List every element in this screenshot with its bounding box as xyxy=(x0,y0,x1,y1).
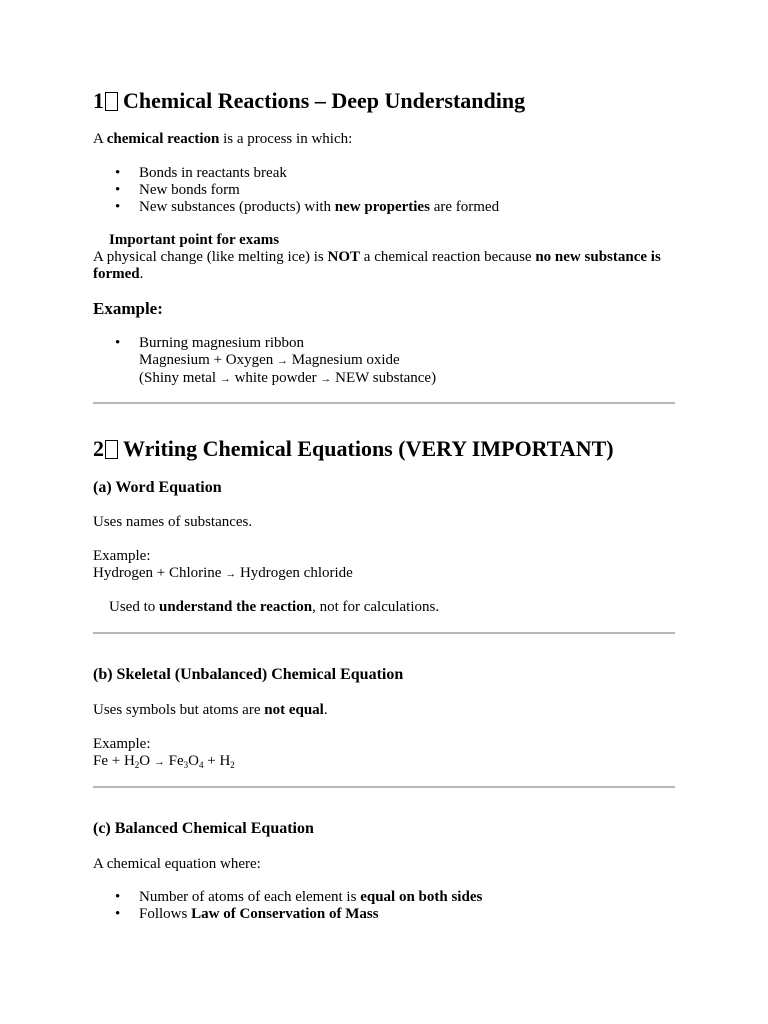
skeletal-equation-example: Example: $Fe + H_2O \to Fe_3O_4 + H_2$ xyxy=(93,736,235,770)
skeletal-equation-desc: Uses symbols but atoms are not equal. xyxy=(93,702,328,718)
section-2-number: 2 xyxy=(93,436,104,461)
word-equation-heading: (a) Word Equation xyxy=(93,479,222,496)
divider xyxy=(93,786,675,788)
arrow-icon: → xyxy=(225,568,237,580)
divider xyxy=(93,632,675,634)
word-equation-note: Used to understand the reaction, not for calculations. xyxy=(109,599,440,615)
section-1-title: Chemical Reactions – Deep Understanding xyxy=(123,88,526,113)
section-2-title: Writing Chemical Equations (VERY IMPORTANT) xyxy=(123,436,614,461)
list-item: • New substances (products) with new properties are formed xyxy=(93,199,499,216)
iron-water-equation: $Fe + H_2O \to Fe_3O_4 + H_2$ xyxy=(93,753,235,770)
list-item: • Follows Law of Conservation of Mass xyxy=(93,906,482,923)
section-2-heading xyxy=(93,436,614,462)
list-item: • Number of atoms of each element is equal on both sides xyxy=(93,889,482,906)
missing-glyph-icon xyxy=(105,92,118,111)
chemical-reaction-term: chemical reaction xyxy=(106,131,220,147)
change-description: (Shiny metal → white powder → NEW substance) xyxy=(139,370,437,386)
example-heading: Example: xyxy=(93,299,163,318)
missing-glyph-icon xyxy=(105,440,118,459)
divider xyxy=(93,402,675,404)
arrow-icon: → xyxy=(277,355,289,367)
arrow-icon: → xyxy=(153,756,165,768)
list-item: • Burning magnesium ribbon Magnesium + Oxygen → Magnesium oxide (Shiny metal → white powder → NEW substance) xyxy=(93,335,436,388)
balanced-equation-desc: A chemical equation where: xyxy=(93,856,261,872)
magnesium-equation: Magnesium + Oxygen → Magnesium oxide xyxy=(139,352,400,368)
arrow-icon: → xyxy=(219,373,231,385)
exam-note xyxy=(93,232,675,283)
word-equation-example: Example: Hydrogen + Chlorine → Hydrogen chloride xyxy=(93,548,353,581)
exam-note-text: A physical change (like melting ice) is NOT a chemical reaction because no new substance is formed. xyxy=(93,249,661,282)
arrow-icon: → xyxy=(320,373,332,385)
word-equation-desc: Uses names of substances. xyxy=(93,514,253,530)
skeletal-equation-heading: (b) Skeletal (Unbalanced) Chemical Equation xyxy=(93,666,404,683)
hydrogen-chloride-equation: Hydrogen + Chlorine → Hydrogen chloride xyxy=(93,565,353,581)
reaction-properties-list xyxy=(93,165,499,216)
section-1-heading xyxy=(93,88,525,114)
example-list xyxy=(93,335,436,388)
section-1-number: 1 xyxy=(93,88,104,113)
list-item: • New bonds form xyxy=(93,182,499,199)
list-item: • Bonds in reactants break xyxy=(93,165,499,182)
balanced-equation-list xyxy=(93,889,482,923)
chemical-reaction-definition: A chemical reaction is a process in which: xyxy=(93,131,353,147)
exam-note-title: Important point for exams xyxy=(109,232,280,248)
balanced-equation-heading: (c) Balanced Chemical Equation xyxy=(93,820,314,837)
